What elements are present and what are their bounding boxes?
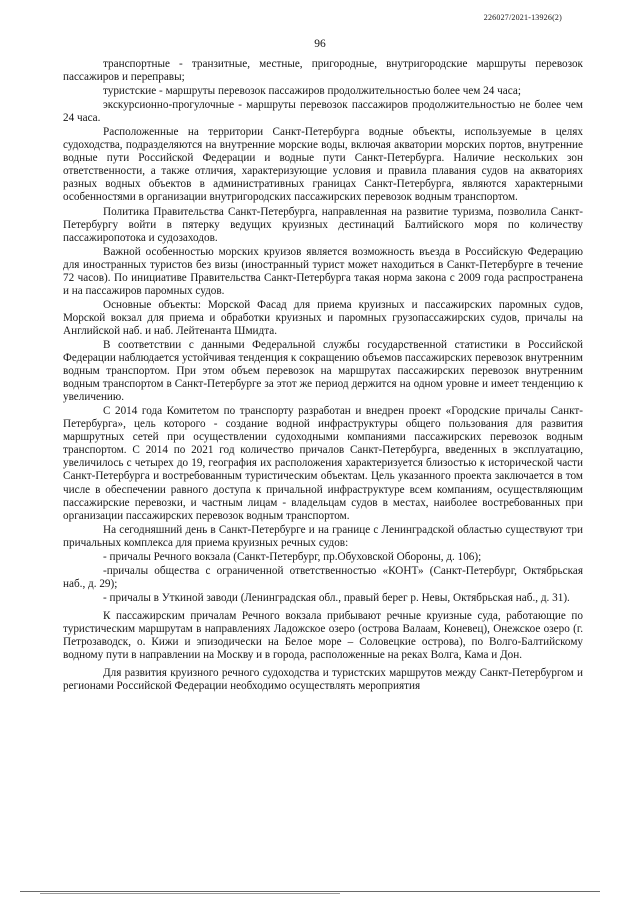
scan-edge-line (20, 891, 600, 892)
list-item: -причалы общества с ограниченной ответственностью «КОНТ» (Санкт-Петербург, Октябрьская наб., д. 29); (63, 564, 583, 590)
paragraph: К пассажирским причалам Речного вокзала прибывают речные круизные суда, работающие по туристическим маршрутам в направлениях Ладожское озеро (острова Валаам, Коневец), Онежское озеро (г. Петрозаводск, о. Кижи и эпизодически на Белое море – Соловецкие острова), по Волго-Балтийскому водному пути в направлении на Москву и в города, расположенные на реках Волга, Кама и Дон. (63, 609, 583, 662)
paragraph: С 2014 года Комитетом по транспорту разработан и внедрен проект «Городские причалы Санкт-Петербурга», цель которого - создание водной инфраструктуры общего пользования для развития маршрутных сетей при осуществлении судоходными компаниями пассажирских перевозок водным транспортом. С 2014 по 2021 год количество причалов Санкт-Петербурга, введенных в эксплуатацию, увеличилось с четырех до 19, география их расположения характеризуется близостью к исторической части Санкт-Петербурга и востребованным туристическим объектам. Цель указанного проекта заключается в том числе в обеспечении равного доступа к причальной инфраструктуре всем компаниям, осуществляющим пассажирские перевозки, и частным лицам - владельцам судов в местах, наиболее востребованных при организации пассажирских перевозок водным транспортом. (63, 405, 583, 522)
paragraph: В соответствии с данными Федеральной службы государственной статистики в Российской Федерации наблюдается устойчивая тенденция к сокращению объемов пассажирских перевозок внутренним водным транспортом. При этом объем перевозок на маршрутах пассажирских перевозок внутренним водным транспортом в Санкт-Петербурге за этот же период держится на одном уровне и имеет тенденцию к увеличению. (63, 338, 583, 404)
paragraph: Расположенные на территории Санкт-Петербурга водные объекты, используемые в целях судоходства, подразделяются на внутренние морские воды, включая акватории морских портов, внутренние водные пути Российской Федерации и водные пути Санкт-Петербурга. Наличие нескольких зон ответственности, а также отличия, характеризующие условия и правила плавания судов на акваториях разных водных объектов в административных границах Санкт-Петербурга, являются характерными особенностями в организации внутригородских пассажирских перевозок водным транспортом. (63, 126, 583, 204)
document-body (63, 58, 583, 693)
paragraph: туристские - маршруты перевозок пассажиров продолжительностью более чем 24 часа; (103, 85, 521, 98)
paragraph: Политика Правительства Санкт-Петербурга, направленная на развитие туризма, позволила Санкт-Петербургу войти в пятерку ведущих круизных дестинаций Балтийского моря по количеству пассажиропотока и судозаходов. (63, 205, 583, 244)
paragraph: Важной особенностью морских круизов является возможность въезда в Российскую Федерацию для иностранных туристов без визы (иностранный турист может находиться в Санкт-Петербурге в течение 72 часов). По инициативе Правительства Санкт-Петербурга такая норма закона с 2009 года распространена и на пассажиров паромных судов. (63, 245, 583, 297)
paragraph: Основные объекты: Морской Фасад для приема круизных и пассажирских паромных судов, Морской вокзал для приема и обработки круизных и паромных грузопассажирских судов, причалы на Английской наб. и наб. Лейтенанта Шмидта. (63, 298, 583, 337)
paragraph: транспортные - транзитные, местные, пригородные, внутригородские маршруты перевозок пассажиров и переправы; (63, 58, 583, 84)
list-item: - причалы в Уткиной заводи (Ленинградская обл., правый берег р. Невы, Октябрьская наб., д. 31). (103, 591, 570, 604)
list-item: - причалы Речного вокзала (Санкт-Петербург, пр.Обуховской Обороны, д. 106); (103, 550, 482, 563)
document-number: 226027/2021-13926(2) (483, 13, 562, 22)
page-number: 96 (314, 38, 326, 50)
paragraph: На сегодняшний день в Санкт-Петербурге и на границе с Ленинградской областью существуют три причальных комплекса для приема круизных речных судов: (63, 523, 583, 549)
paragraph: экскурсионно-прогулочные - маршруты перевозок пассажиров продолжительностью не более чем 24 часа. (63, 99, 583, 125)
paragraph: Для развития круизного речного судоходства и туристских маршрутов между Санкт-Петербургом и регионами Российской Федерации необходимо осуществлять мероприятия (63, 667, 583, 693)
scan-edge-line (40, 893, 340, 894)
